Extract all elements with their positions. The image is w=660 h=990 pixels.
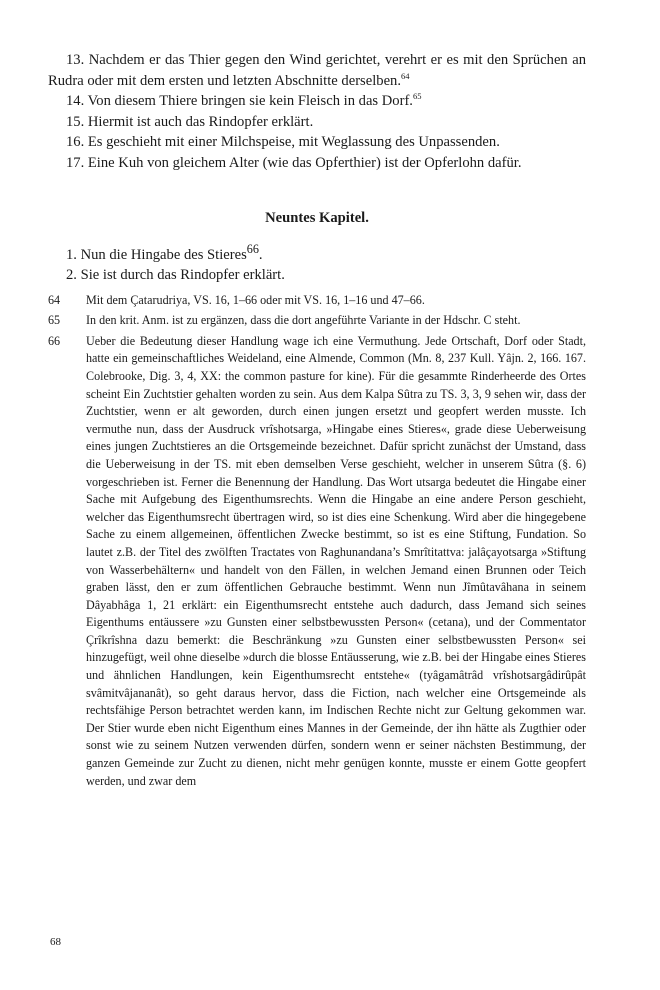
paragraph: 17. Eine Kuh von gleichem Alter (wie das Opferthier) ist der Opferlohn dafür. [66, 154, 522, 171]
footnote-ref[interactable]: 64 [401, 70, 410, 81]
footnote-text: Mit dem Çatarudriya, VS. 16, 1–66 oder mit VS. 16, 1–16 und 47–66. [86, 292, 425, 307]
footnote [48, 333, 586, 790]
paragraph: 16. Es geschieht mit einer Milchspeise, mit Weglassung des Unpassenden. [66, 134, 500, 151]
list-item: 1. Nun die Hingabe des Stieres$^{66}$. [66, 241, 263, 263]
footnote-ref[interactable]: 66 [246, 241, 259, 256]
page-body [48, 50, 586, 793]
footnote [48, 312, 586, 330]
footnote-number: 64 [48, 292, 61, 307]
footnote-text: Ueber die Bedeutung dieser Handlung wage ich eine Vermuthung. Jede Ortschaft, Dorf oder Stadt, hatte ein gemeinschaftliches Weideland, eine Almende, Common (Mn. 8, 237 Kull. Yâjn. 2, 166. 167. Colebrooke, Dig. 3, 4, XX: the common pasture for kine). Für die gesammte Rinderheerde des Ortes scheint Ein Zuchtstier gehalten worden zu sein. Aus dem Kalpa Sûtra zu TS. 3, 3, 9 sehen wir, dass der Zuchtstier, wenn er alt geworden, durch einen jungen ersetzt und geopfert werden musste. Ich vermuthe nun, dass der Ausdruck vrîshotsarga, »Hingabe eines Stieres«, grade diese Ueberweisung eines jungen Zuchtstieres an die Ortsgemeinde bezeichnet. Dafür spricht zunächst der Umstand, dass die Ueberweisung in der TS. mit eben demselben Verse geschieht, welcher in unserem Sûtra (§. 6) vorgeschrieben ist. Ferner die Benennung der Handlung. Das Wort utsarga bedeutet die Hingabe einer Sache mit Aufgebung des Eigenthumsrechts. Wenn die Hingabe an eine andere Person geschieht, welcher das Eigenthumsrecht übertragen wird, so ist dies eine Schenkung. Wird aber die hingegebene Sache zu einem allgemeinen, öffentlichen Zwecke bestimmt, so ist es eine Stiftung, Fundation. So lautet z.B. der Titel des zwölften Tractates von Raghunandana’s Smrîtitattva: jalâçayotsarga »Stiftung von Wasserbehältern« und handelt von den Fällen, in welchen Jemand einen Brunnen oder Teich graben lässt, den er zum öffentlichen Gebrauche bestimmt. Wenn nun Jîmûtavâhana in seinem Dâyabhâga 1, 21 erklärt: ein Eigenthumsrecht entstehe auch dadurch, dass Jemand sich seines Eigenthums entäussere »zu Gunsten einer selbstbewussten Person« (cetana), und der Commentator Çrîkrîshna dazu bemerkt: die Beschränkung »zu Gunsten einer selbstbewussten Person« sei hinzugefügt, weil ohne dieselbe »durch die blosse Entäusserung, wie z.B. bei der Hingabe eines Stieres und ähnlichen Handlungen, kein Eigenthumsrecht entstehe« (tyâgamâtrâd vrîshotsargâdirûpât svâmitvâjananât), so geht daraus hervor, dass die Fiction, nach welcher eine Ortsgemeinde als rechtsfähige Person betrachtet werden kann, im Indischen Rechte nicht zur Geltung gekommen war. Der Stier wurde eben nicht Eigenthum eines Mannes in der Gemeinde, der ihn hätte als Zugthier oder sonst wie zu seinem Nutzen verwenden dürfen, sondern wenn er seiner nächsten Bestimmung, der ganzen Gemeinde zur Zucht zu dienen, nicht mehr genügen konnte, musste er einem Gotte geopfert werden, und zwar dem [86, 333, 586, 788]
paragraph: 14. Von diesem Thiere bringen sie kein Fleisch in das Dorf.$^{65}$ [66, 91, 422, 110]
chapter-heading: Neuntes Kapitel. [265, 209, 369, 226]
footnote [48, 292, 586, 310]
paragraph: 13. Nachdem er das Thier gegen den Wind gerichtet, verehrt er es mit den Sprüchen an Rudra oder mit dem ersten und letzten Abschnitte derselben.$^{64}$ [48, 52, 586, 89]
page-number: 68 [50, 936, 61, 948]
paragraph: 15. Hiermit ist auch das Rindopfer erklärt. [66, 113, 314, 130]
footnote-number: 66 [48, 333, 61, 348]
footnotes [48, 292, 586, 791]
footnote-number: 65 [48, 313, 61, 328]
list-item: 2. Sie ist durch das Rindopfer erklärt. [66, 267, 285, 284]
footnote-text: In den krit. Anm. ist zu ergänzen, dass die dort angeführte Variante in der Hdschr. C steht. [86, 313, 521, 328]
footnote-ref[interactable]: 65 [412, 91, 422, 102]
